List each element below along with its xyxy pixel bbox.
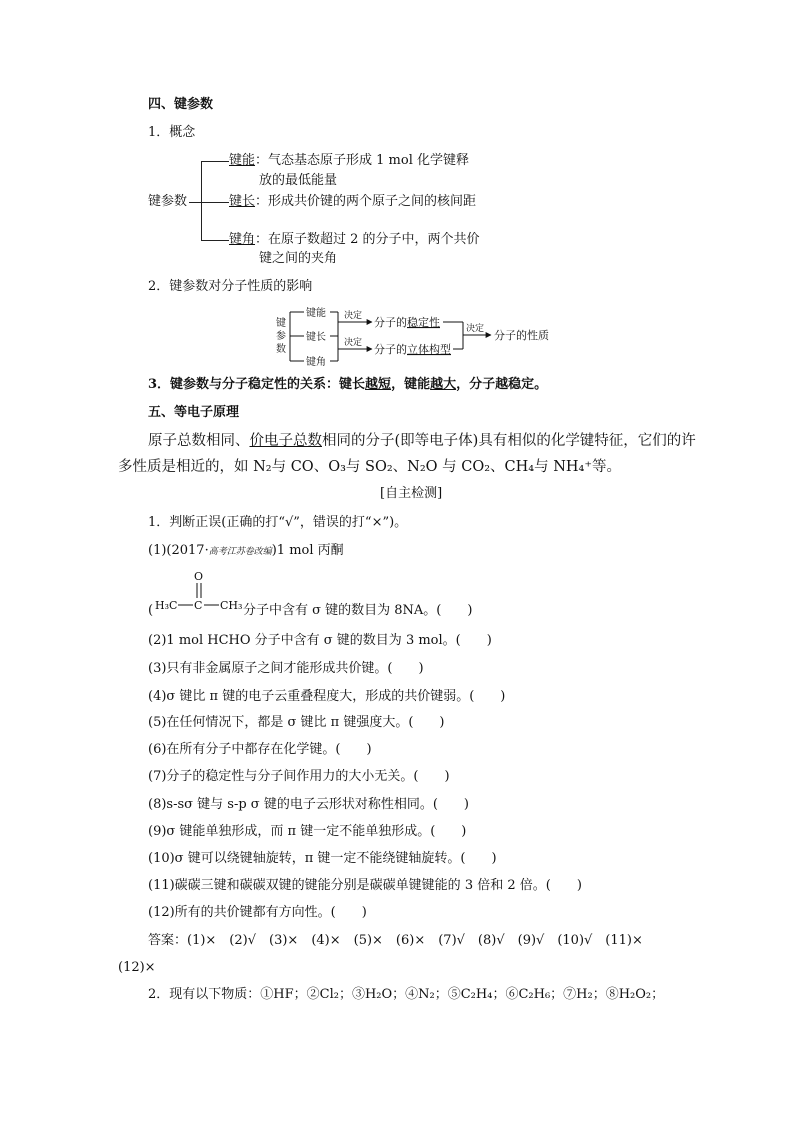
isoelectronic-p1-b: 相同的分子(即等电子体)具有相似的化学键特征，它们的许 [322,433,696,449]
tree-root-label: 键参数 [148,194,188,209]
q1-item-8: (8)s-sσ 键与 s-p σ 键的电子云形状对称性相同。( ) [148,797,469,812]
q2-text: 2．现有以下物质：①HF；②Cl₂；③H₂O；④N₂；⑤C₂H₄；⑥C₂H₆；⑦H₂；⑧H₂O₂； [148,987,665,1002]
influence-heading: 2．键参数对分子性质的影响 [148,279,313,294]
relation-term-2: 越大 [430,377,457,392]
flow-decide-2: 决定 [344,338,363,348]
flow-length-label: 键长 [306,332,326,343]
answer-line-2: (12)× [118,960,156,975]
q1-item-5: (5)在任何情况下，都是 σ 键比 π 键强度大。( ) [148,715,445,730]
acetone-open-paren: ( [148,603,154,618]
flow-geometry-term: 立体构型 [407,343,451,356]
relation-term-1: 越短 [365,377,392,392]
relation-prefix: 3．键参数与分子稳定性的关系：键长 [148,377,366,392]
q1-item-1-source: 高考江苏卷改编 [208,547,272,557]
tree-energy-def-2: 放的最低能量 [259,173,338,188]
flow-decide-1: 决定 [344,311,363,321]
relation-mid: ，键能 [391,377,431,392]
q1-item-10: (10)σ 键可以绕键轴旋转，π 键一定不能绕键轴旋转。( ) [148,851,497,866]
flow-energy-label: 键能 [306,308,326,319]
section-title-isoelectronic: 五、等电子原理 [148,405,240,420]
acetone-oxygen: O [194,570,204,583]
tree-angle-term: 键角 [229,232,256,247]
flow-root-char-2: 参 [276,331,286,342]
tree-energy-term: 键能 [229,153,256,168]
q1-item-1-continued: 分子中含有 σ 键的数目为 8NA。( ) [243,603,473,618]
flow-stability-prefix: 分子的 [374,316,407,329]
tree-length-def: ：形成共价键的两个原子之间的核间距 [255,194,477,209]
flow-angle-label: 键角 [306,357,326,368]
concept-heading: 1．概念 [148,125,196,140]
q1-item-11: (11)碳碳三键和碳碳双键的键能分别是碳碳单键键能的 3 倍和 2 倍。( ) [148,878,582,893]
tree-angle-def-1: ：在原子数超过 2 的分子中，两个共价 [255,232,480,247]
q1-item-12: (12)所有的共价键都有方向性。( ) [148,905,367,920]
flow-property-node: 分子的性质 [494,329,549,342]
q1-item-2: (2)1 mol HCHO 分子中含有 σ 键的数目为 3 mol。( ) [148,633,492,648]
tree-length-term: 键长 [229,194,256,209]
answer-line-1: 答案：(1)× (2)√ (3)× (4)× (5)× (6)× (7)√ (8)√ (9)√ (10)√ (11)× [148,933,643,948]
acetone-left-methyl: H₃C [155,599,178,612]
q1-item-6: (6)在所有分子中都存在化学键。( ) [148,742,372,757]
flow-root-char-3: 数 [276,344,286,355]
acetone-carbonyl-carbon: C [194,599,203,612]
relation-suffix: ，分子越稳定。 [456,377,548,392]
section-title-bond-parameters: 四、键参数 [148,97,214,112]
flow-geometry-prefix: 分子的 [374,343,407,356]
self-check-title: [自主检测] [380,486,443,501]
isoelectronic-p1-u: 价电子总数 [249,433,322,449]
isoelectronic-p1-a: 原子总数相同、 [148,433,250,449]
q1-item-1-label: (1)(2017· [148,543,209,558]
tree-energy-def-1: ：气态基态原子形成 1 mol 化学键释 [255,153,469,168]
q1-heading: 1．判断正误(正确的打“√”，错误的打“×”)。 [148,515,408,530]
isoelectronic-para-line-2: 多性质是相近的，如 N₂与 CO、O₃与 SO₂、N₂O 与 CO₂、CH₄与 NH₄⁺等。 [118,459,622,475]
flow-decide-3: 决定 [466,324,485,334]
q1-item-9: (9)σ 键能单独形成，而 π 键一定不能单独形成。( ) [148,824,467,839]
q1-item-3: (3)只有非金属原子之间才能形成共价键。( ) [148,661,424,676]
tree-angle-def-2: 键之间的夹角 [259,251,338,266]
q1-item-7: (7)分子的稳定性与分子间作用力的大小无关。( ) [148,769,450,784]
flow-stability-term: 稳定性 [407,316,440,329]
flow-root-char-1: 键 [276,318,286,329]
q1-item-4: (4)σ 键比 π 键的电子云重叠程度大，形成的共价键弱。( ) [148,689,506,704]
acetone-right-methyl: CH₃ [220,599,243,612]
q1-item-1-rest: )1 mol 丙酮 [271,543,344,558]
